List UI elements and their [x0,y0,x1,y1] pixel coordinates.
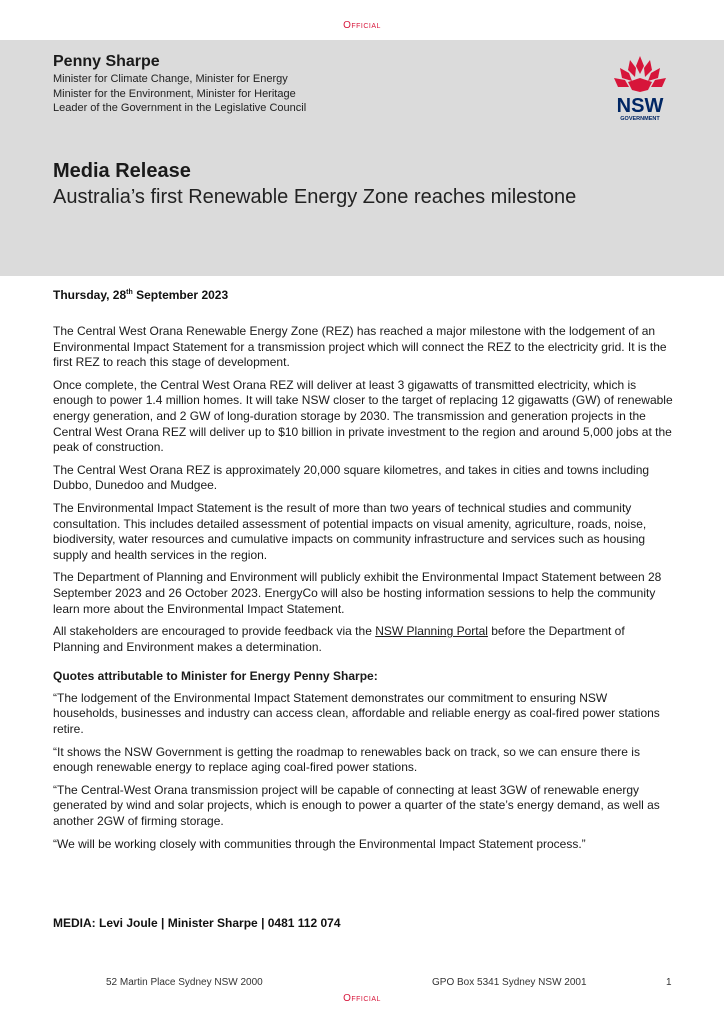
body-paragraph: The Central West Orana Renewable Energy Zone (REZ) has reached a major milestone with the lodgement of an Environmental Impact Statement for a transmission project which will connect the REZ to the electricity grid. It is the first REZ to reach this stage of development. [53,324,667,370]
body-paragraph: The Department of Planning and Environment will publicly exhibit the Environmental Impact Statement between 28 September 2023 and 26 October 2023. EnergyCo will also be hosting information sessions to help the community learn more about the Environmental Impact Statement. [53,570,662,616]
body-paragraph: Once complete, the Central West Orana REZ will deliver at least 3 gigawatts of transmitted electricity, which is enough to power 1.4 million homes. It will take NSW closer to the target of replacing 12 gigawatts (GW) of renewable energy generation, and 2 GW of long-duration storage by 2030. The transmission and generation projects in the Central West Orana REZ will deliver up to $10 billion in private investment to the region and around 5,000 jobs at the peak of construction. [53,377,673,455]
feedback-paragraph [53,624,673,655]
minister-role-line: Minister for the Environment, Minister for Heritage [53,87,296,100]
classification-marking-bottom: Official [343,993,381,1004]
date-ordinal-suffix: th [126,289,133,296]
classification-marking-top: Official [343,20,381,31]
nsw-government-logo [604,52,676,122]
minister-role-line: Leader of the Government in the Legislative Council [53,102,307,114]
quote-paragraph: “We will be working closely with communities through the Environmental Impact Statement process.” [53,836,586,851]
nsw-planning-portal-link[interactable]: NSW Planning Portal [375,624,488,639]
media-release-label: Media Release [53,160,191,182]
feedback-text-before: All stakeholders are encouraged to provide feedback via the [53,624,376,639]
page-number: 1 [666,977,672,988]
minister-role-line: Minister for Climate Change, Minister for Energy [53,73,288,85]
waratah-icon [604,52,676,122]
feedback-text-after: before the Department of Planning and Environment makes a determination. [53,624,625,654]
body-paragraph: The Central West Orana REZ is approximately 20,000 square kilometres, and takes in cities and towns including Dubbo, Dunedoo and Mudgee. [53,462,650,493]
logo-text-sub: GOVERNMENT [620,116,660,122]
quote-paragraph: “The Central-West Orana transmission project will be capable of connecting at least 3GW of renewable energy generated by wind and solar projects, which is enough to power a quarter of the state’s energy demand, as well as another 2GW of firming storage. [53,782,660,829]
release-date [53,288,228,302]
footer-address-left: 52 Martin Place Sydney NSW 2000 [106,977,263,988]
release-body [53,324,673,859]
date-rest: September 2023 [132,288,229,302]
date-prefix: Thursday, 28 [53,288,127,302]
logo-text-main: NSW [616,95,664,117]
body-paragraph: The Environmental Impact Statement is the result of more than two years of technical studies and community consultation. This includes detailed assessment of potential impacts on visual amenity, agriculture, roads, noise, biodiversity, water resources and cumulative impacts on community infrastructure and services such as housing supply and health services in the region. [53,500,647,562]
media-release-title: Australia’s first Renewable Energy Zone reaches milestone [53,186,577,208]
quotes-heading: Quotes attributable to Minister for Energy Penny Sharpe: [53,669,378,684]
header-band [0,0,724,276]
media-contact: MEDIA: Levi Joule | Minister Sharpe | 0481 112 074 [53,916,341,930]
minister-roles [53,72,306,116]
quote-paragraph: “It shows the NSW Government is getting the roadmap to renewables back on track, so we can ensure there is enough renewable energy to replace aging coal-fired power stations. [53,744,640,775]
footer-address-right: GPO Box 5341 Sydney NSW 2001 [432,977,587,988]
quote-paragraph: “The lodgement of the Environmental Impact Statement demonstrates our commitment to ensuring NSW households, businesses and industry can access clean, affordable and reliable energy as coal-fired power stations retire. [53,690,660,737]
minister-name: Penny Sharpe [53,53,160,70]
